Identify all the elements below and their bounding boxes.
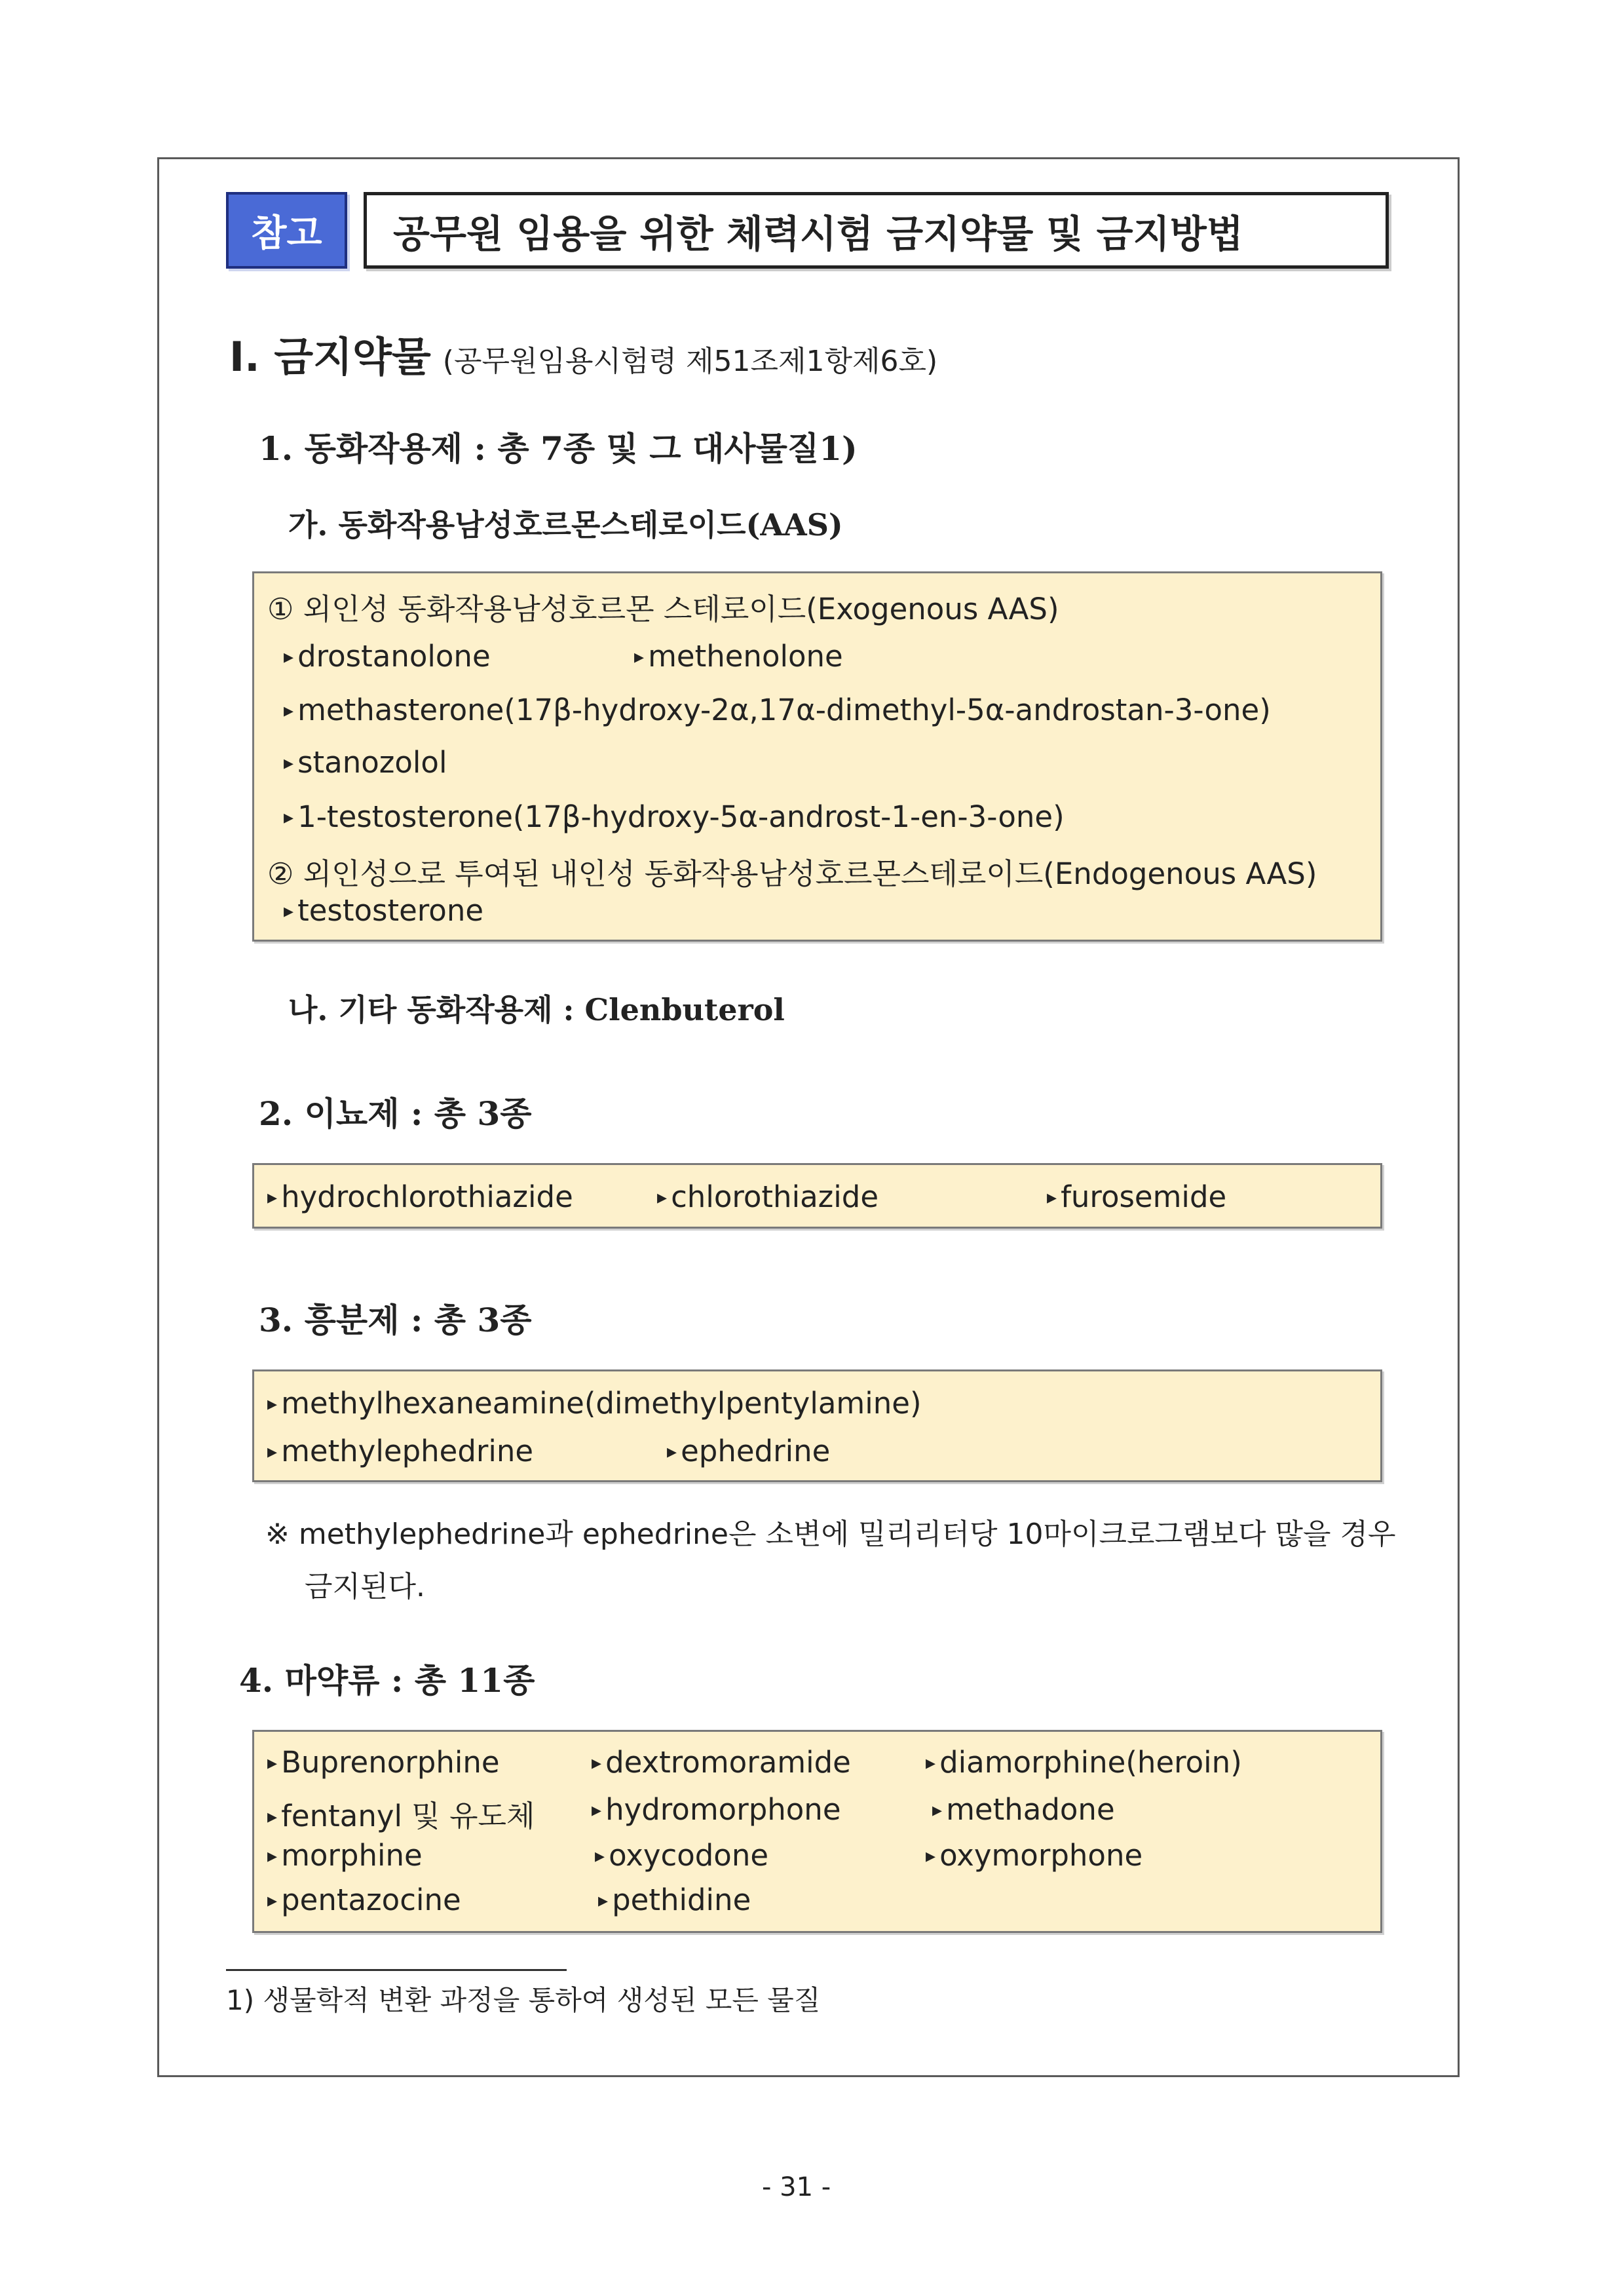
- list-item: ▸ furosemide: [1047, 1179, 1226, 1214]
- exo-heading: ① 외인성 동화작용남성호르몬 스테로이드(Exogenous AAS): [267, 592, 1059, 626]
- list-item: ▸ fentanyl 및 유도체: [267, 1792, 535, 1835]
- list-item: ▸ dextromoramide: [592, 1745, 851, 1780]
- footnote-divider: [226, 1969, 567, 1971]
- list-item: ▸ pentazocine: [267, 1883, 461, 1917]
- list-item: ▸ methadone: [932, 1792, 1115, 1827]
- list-item: ▸ diamorphine(heroin): [926, 1745, 1242, 1780]
- list-item: ▸ methasterone(17β-hydroxy-2α,17α-dimethyl-5α-androstan-3-one): [284, 693, 1271, 727]
- list-item: ▸ methylhexaneamine(dimethylpentylamine): [267, 1386, 922, 1421]
- stimulants-box: [252, 1369, 1382, 1482]
- list-item: ▸ hydrochlorothiazide: [267, 1179, 573, 1214]
- list-item: ▸ oxymorphone: [926, 1838, 1142, 1873]
- s1-sub-b: 나. 기타 동화작용제 : Clenbuterol: [288, 992, 785, 1027]
- endo-heading: ② 외인성으로 투여된 내인성 동화작용남성호르몬스테로이드(Endogenous AAS): [267, 856, 1317, 891]
- section-label: Ⅰ. 금지약물: [229, 333, 431, 381]
- list-item: ▸ pethidine: [598, 1883, 751, 1917]
- list-item: ▸ drostanolone: [284, 639, 491, 674]
- list-item: ▸ testosterone: [284, 893, 483, 928]
- stimulant-note: ※ methylephedrine과 ephedrine은 소변에 밀리리터당 10마이크로그램보다 많을 경우: [265, 1518, 1396, 1551]
- s3-title: 3. 흥분제 : 총 3종: [259, 1301, 532, 1339]
- footnote: 1) 생물학적 변환 과정을 통하여 생성된 모든 물질: [226, 1984, 821, 2016]
- s1-title: 1. 동화작용제 : 총 7종 및 그 대사물질1): [259, 429, 858, 468]
- section-reference: (공무원임용시험령 제51조제1항제6호): [442, 345, 938, 378]
- list-item: ▸ morphine: [267, 1838, 423, 1873]
- section-heading: [229, 324, 937, 383]
- list-item: ▸ oxycodone: [595, 1838, 768, 1873]
- s2-title: 2. 이뇨제 : 총 3종: [259, 1094, 532, 1133]
- list-item: ▸ hydromorphone: [592, 1792, 841, 1827]
- list-item: ▸ methenolone: [634, 639, 843, 674]
- narcotics-box: [252, 1730, 1382, 1933]
- reference-tag: 참고: [226, 192, 347, 269]
- list-item: ▸ stanozolol: [284, 745, 447, 780]
- s1-sub-a: 가. 동화작용남성호르몬스테로이드(AAS): [288, 507, 843, 543]
- diuretics-box: [252, 1163, 1382, 1229]
- s4-title: 4. 마약류 : 총 11종: [239, 1661, 535, 1700]
- list-item: ▸ methylephedrine: [267, 1434, 533, 1468]
- list-item: ▸ ephedrine: [667, 1434, 830, 1468]
- list-item: ▸ chlorothiazide: [657, 1179, 878, 1214]
- page-number: - 31 -: [762, 2172, 831, 2202]
- stimulant-note-cont: 금지된다.: [305, 1570, 426, 1603]
- aas-box: [252, 571, 1382, 942]
- list-item: ▸ 1-testosterone(17β-hydroxy-5α-androst-1-en-3-one): [284, 799, 1065, 834]
- list-item: ▸ Buprenorphine: [267, 1745, 500, 1780]
- page-title: 공무원 임용을 위한 체력시험 금지약물 및 금지방법: [364, 192, 1389, 269]
